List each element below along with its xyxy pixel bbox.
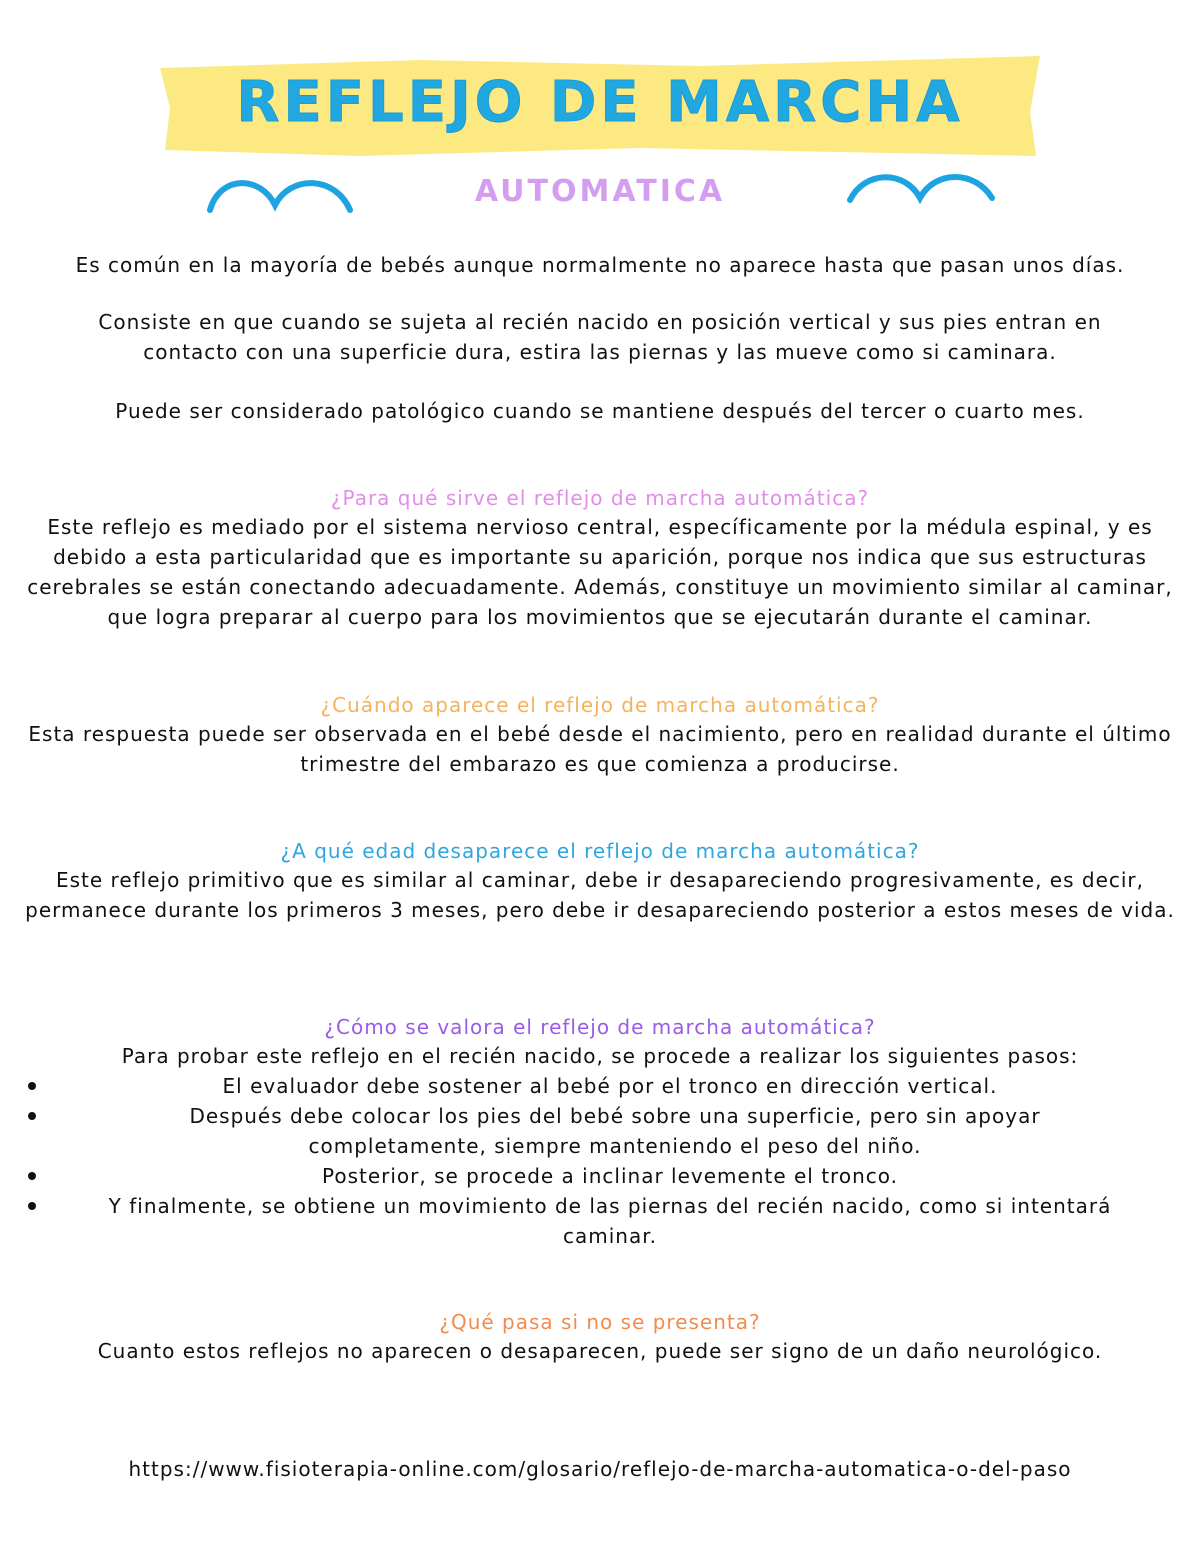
bullet-icon	[28, 1202, 36, 1210]
text-purpose: Este reflejo es mediado por el sistema nervioso central, específicamente por la médula espinal, y es debido a esta particularidad que es importante su aparición, porque nos indica que sus estructuras cerebrales se están conectando adecuadamente. Además, constituye un movimiento similar al caminar, que logra preparar al cuerpo para los movimientos que se ejecutarán durante el caminar.	[27, 515, 1173, 629]
intro-paragraph-1: Es común en la mayoría de bebés aunque normalmente no aparece hasta que pasan unos días.	[75, 253, 1125, 277]
text-absent: Cuanto estos reflejos no aparecen o desaparecen, puede ser signo de un daño neurológico.	[97, 1339, 1103, 1363]
step-text: Después debe colocar los pies del bebé sobre una superficie, pero sin apoyar completamente, siempre manteniendo el peso del niño.	[189, 1104, 1041, 1158]
bullet-icon	[28, 1082, 36, 1090]
page-title: REFLEJO DE MARCHA	[236, 70, 964, 135]
intro-paragraph-2: Consiste en que cuando se sujeta al recién nacido en posición vertical y sus pies entran en contacto con una superficie dura, estira las piernas y las mueve como si caminara.	[98, 310, 1102, 364]
assessment-steps-list	[20, 1071, 1180, 1251]
list-item	[20, 1191, 1180, 1251]
list-item	[20, 1161, 1180, 1191]
step-text: Y finalmente, se obtiene un movimiento de las piernas del recién nacido, como si intentará caminar.	[108, 1194, 1112, 1248]
list-item	[20, 1101, 1180, 1161]
intro-paragraph-3: Puede ser considerado patológico cuando se mantiene después del tercer o cuarto mes.	[115, 399, 1085, 423]
text-age: Este reflejo primitivo que es similar al caminar, debe ir desapareciendo progresivamente, es decir, permanece durante los primeros 3 meses, pero debe ir desapareciendo posterior a estos meses de vida.	[25, 868, 1175, 922]
step-text: Posterior, se procede a inclinar levemente el tronco.	[322, 1164, 898, 1188]
step-text: El evaluador debe sostener al bebé por el tronco en dirección vertical.	[222, 1074, 998, 1098]
source-link[interactable]: https://www.fisioterapia-online.com/glosario/reflejo-de-marcha-automatica-o-del-paso	[128, 1457, 1072, 1481]
subtitle-row	[0, 170, 1200, 220]
wave-decoration-right-icon	[845, 170, 995, 215]
text-assess-intro: Para probar este reflejo en el recién nacido, se procede a realizar los siguientes pasos:	[121, 1044, 1079, 1068]
heading-age: ¿A qué edad desaparece el reflejo de marcha automática?	[280, 839, 920, 863]
heading-when: ¿Cuándo aparece el reflejo de marcha automática?	[320, 693, 880, 717]
heading-absent: ¿Qué pasa si no se presenta?	[439, 1310, 761, 1334]
text-when: Esta respuesta puede ser observada en el bebé desde el nacimiento, pero en realidad durante el último trimestre del embarazo es que comienza a producirse.	[28, 722, 1172, 776]
title-banner-area	[0, 52, 1200, 162]
heading-purpose: ¿Para qué sirve el reflejo de marcha automática?	[330, 486, 870, 510]
list-item	[20, 1071, 1180, 1101]
bullet-icon	[28, 1112, 36, 1120]
heading-assess: ¿Cómo se valora el reflejo de marcha automática?	[324, 1015, 876, 1039]
bullet-icon	[28, 1172, 36, 1180]
page-subtitle: AUTOMATICA	[474, 174, 726, 209]
